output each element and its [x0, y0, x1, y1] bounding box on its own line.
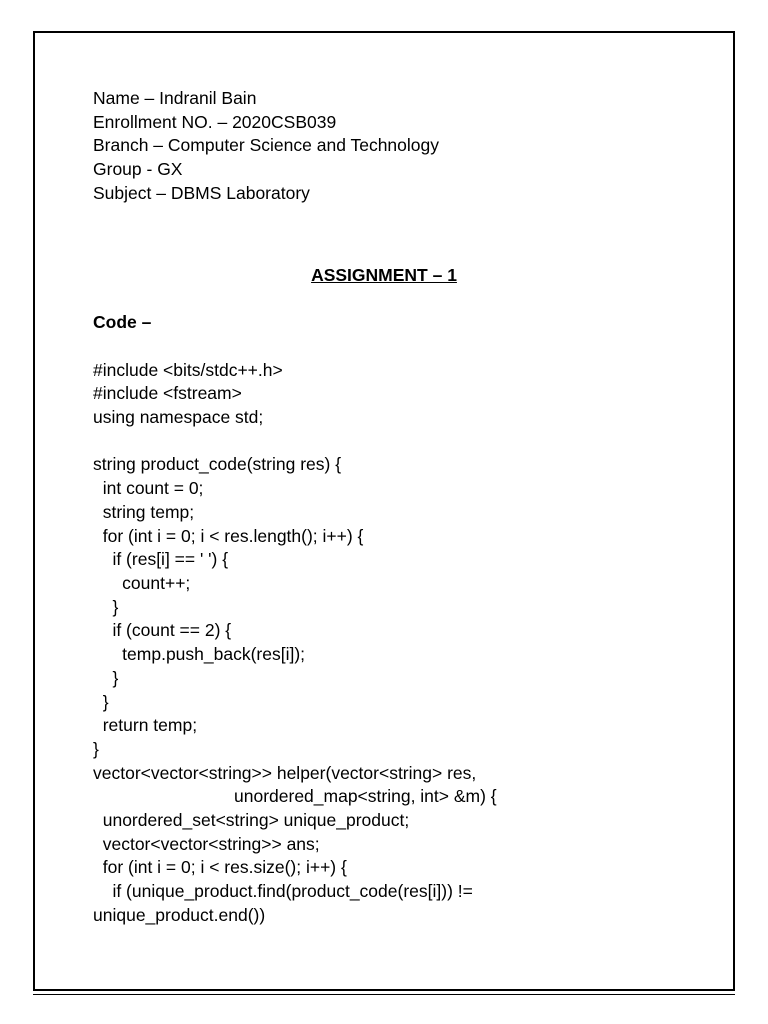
- code-line: unordered_set<string> unique_product;: [93, 810, 410, 831]
- title-container: [93, 264, 675, 288]
- code-line: for (int i = 0; i < res.length(); i++) {: [93, 525, 364, 546]
- group: Group - GX: [93, 159, 183, 180]
- code-line: }: [93, 691, 109, 712]
- document-body: [93, 87, 713, 928]
- page-bottom-rule: [33, 994, 735, 995]
- student-name: Name – Indranil Bain: [93, 88, 257, 108]
- code-label: Code –: [93, 312, 152, 333]
- code-line: #include <bits/stdc++.h>: [93, 359, 283, 380]
- student-info: [93, 87, 713, 206]
- code-line: vector<vector<string>> ans;: [93, 833, 320, 854]
- code-line: return temp;: [93, 715, 198, 736]
- code-line: string temp;: [93, 501, 195, 522]
- code-line: temp.push_back(res[i]);: [93, 644, 306, 665]
- code-line: using namespace std;: [93, 407, 264, 428]
- code-line: }: [93, 738, 99, 759]
- code-line: if (unique_product.find(product_code(res[i])) !=: [93, 881, 473, 902]
- code-line: unordered_map<string, int> &m) {: [93, 786, 497, 807]
- branch: Branch – Computer Science and Technology: [93, 135, 440, 156]
- code-line: unique_product.end()): [93, 904, 266, 925]
- subject: Subject – DBMS Laboratory: [93, 182, 310, 203]
- code-line: }: [93, 667, 119, 688]
- code-line: count++;: [93, 572, 191, 593]
- code-line: }: [93, 596, 119, 617]
- code-line: [93, 430, 713, 454]
- assignment-title: ASSIGNMENT – 1: [311, 264, 457, 285]
- enrollment-number: Enrollment NO. – 2020CSB039: [93, 111, 337, 132]
- code-line: int count = 0;: [93, 478, 204, 499]
- code-line: for (int i = 0; i < res.size(); i++) {: [93, 857, 347, 878]
- code-line: vector<vector<string>> helper(vector<string> res,: [93, 762, 477, 783]
- code-line: string product_code(string res) {: [93, 454, 342, 475]
- code-line: if (res[i] == ' ') {: [93, 549, 229, 570]
- code-line: #include <fstream>: [93, 383, 242, 404]
- code-block: [93, 359, 713, 928]
- code-line: if (count == 2) {: [93, 620, 232, 641]
